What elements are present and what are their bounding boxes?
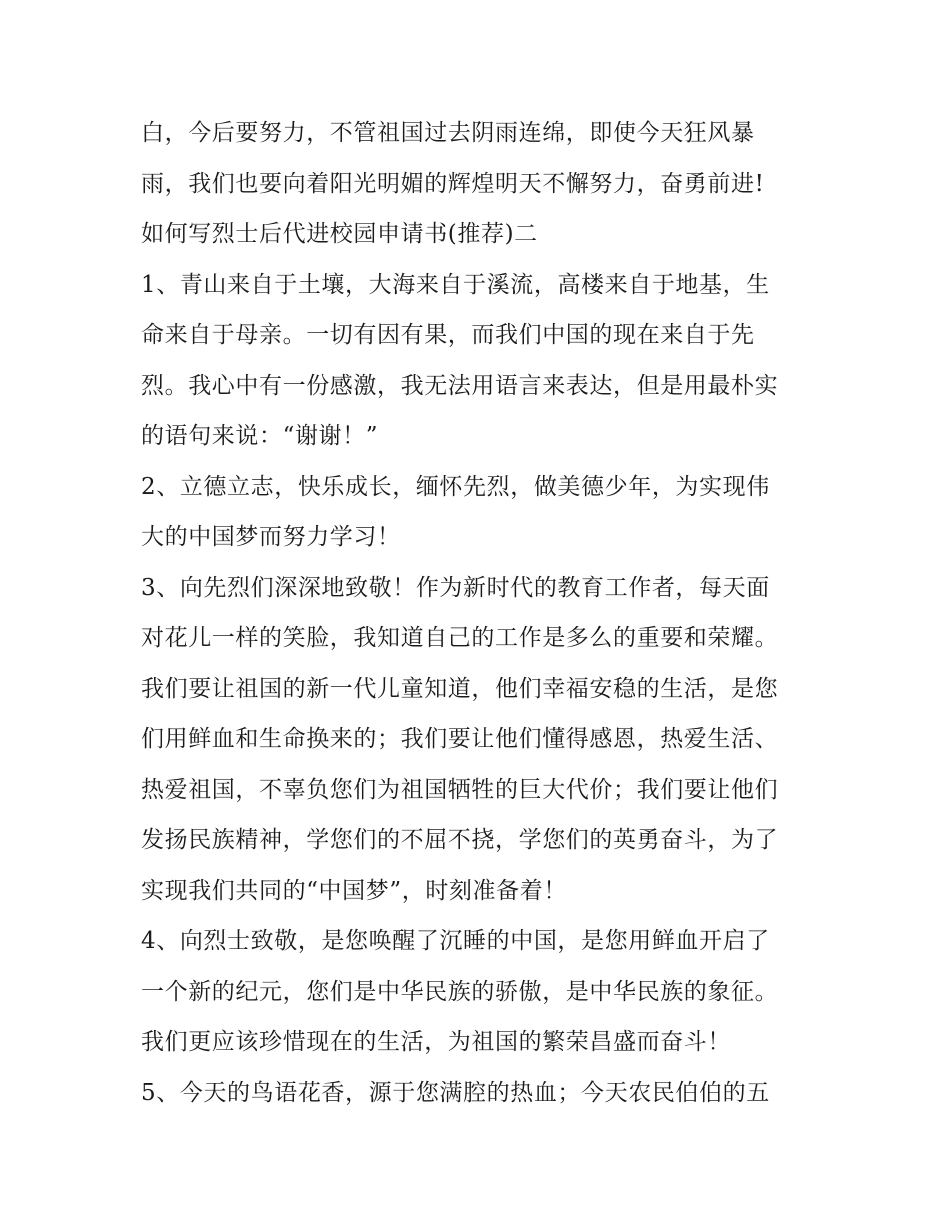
- section-title: 如何写烈士后代进校园申请书(推荐)二: [141, 221, 538, 247]
- text-line: 实现我们共同的“中国梦”，时刻准备着！: [141, 877, 567, 904]
- text-line: 5、今天的鸟语花香，源于您满腔的热血；今天农民伯伯的五: [141, 1079, 770, 1106]
- text-line: 一个新的纪元，您们是中华民族的骄傲，是中华民族的象征。: [141, 978, 779, 1005]
- text-line: 我们更应该珍惜现在的生活，为祖国的繁荣昌盛而奋斗！: [141, 1029, 731, 1055]
- text-line: 4、向烈士致敬，是您唤醒了沉睡的中国，是您用鲜血开启了: [141, 928, 770, 954]
- text-line: 大的中国梦而努力学习！: [141, 524, 401, 550]
- document-body: [141, 108, 821, 1118]
- text-line: 2、立德立志，快乐成长，缅怀先烈，做美德少年，为实现伟: [141, 473, 770, 500]
- text-line: 雨，我们也要向着阳光明媚的辉煌明天不懈努力，奋勇前进!: [141, 170, 765, 197]
- text-line: 白，今后要努力，不管祖国过去阴雨连绵，即使今天狂风暴: [141, 120, 755, 146]
- text-line: 发扬民族精神，学您们的不屈不挠，学您们的英勇奋斗，为了: [141, 827, 779, 853]
- text-line: 的语句来说：“谢谢！”: [141, 423, 379, 449]
- text-line: 命来自于母亲。一切有因有果，而我们中国的现在来自于先: [141, 322, 755, 348]
- text-line: 1、青山来自于土壤，大海来自于溪流，高楼来自于地基，生: [141, 271, 770, 298]
- text-line: 们用鲜血和生命换来的；我们要让他们懂得感恩，热爱生活、: [141, 726, 779, 752]
- text-line: 热爱祖国，不辜负您们为祖国牺牲的巨大代价；我们要让他们: [141, 776, 779, 803]
- text-line: 烈。我心中有一份感激，我无法用语言来表达，但是用最朴实: [141, 372, 779, 399]
- text-line: 对花儿一样的笑脸，我知道自己的工作是多么的重要和荣耀。: [141, 625, 779, 651]
- text-line: 3、向先烈们深深地致敬！作为新时代的教育工作者，每天面: [141, 574, 770, 601]
- text-line: 我们要让祖国的新一代儿童知道，他们幸福安稳的生活，是您: [141, 675, 779, 702]
